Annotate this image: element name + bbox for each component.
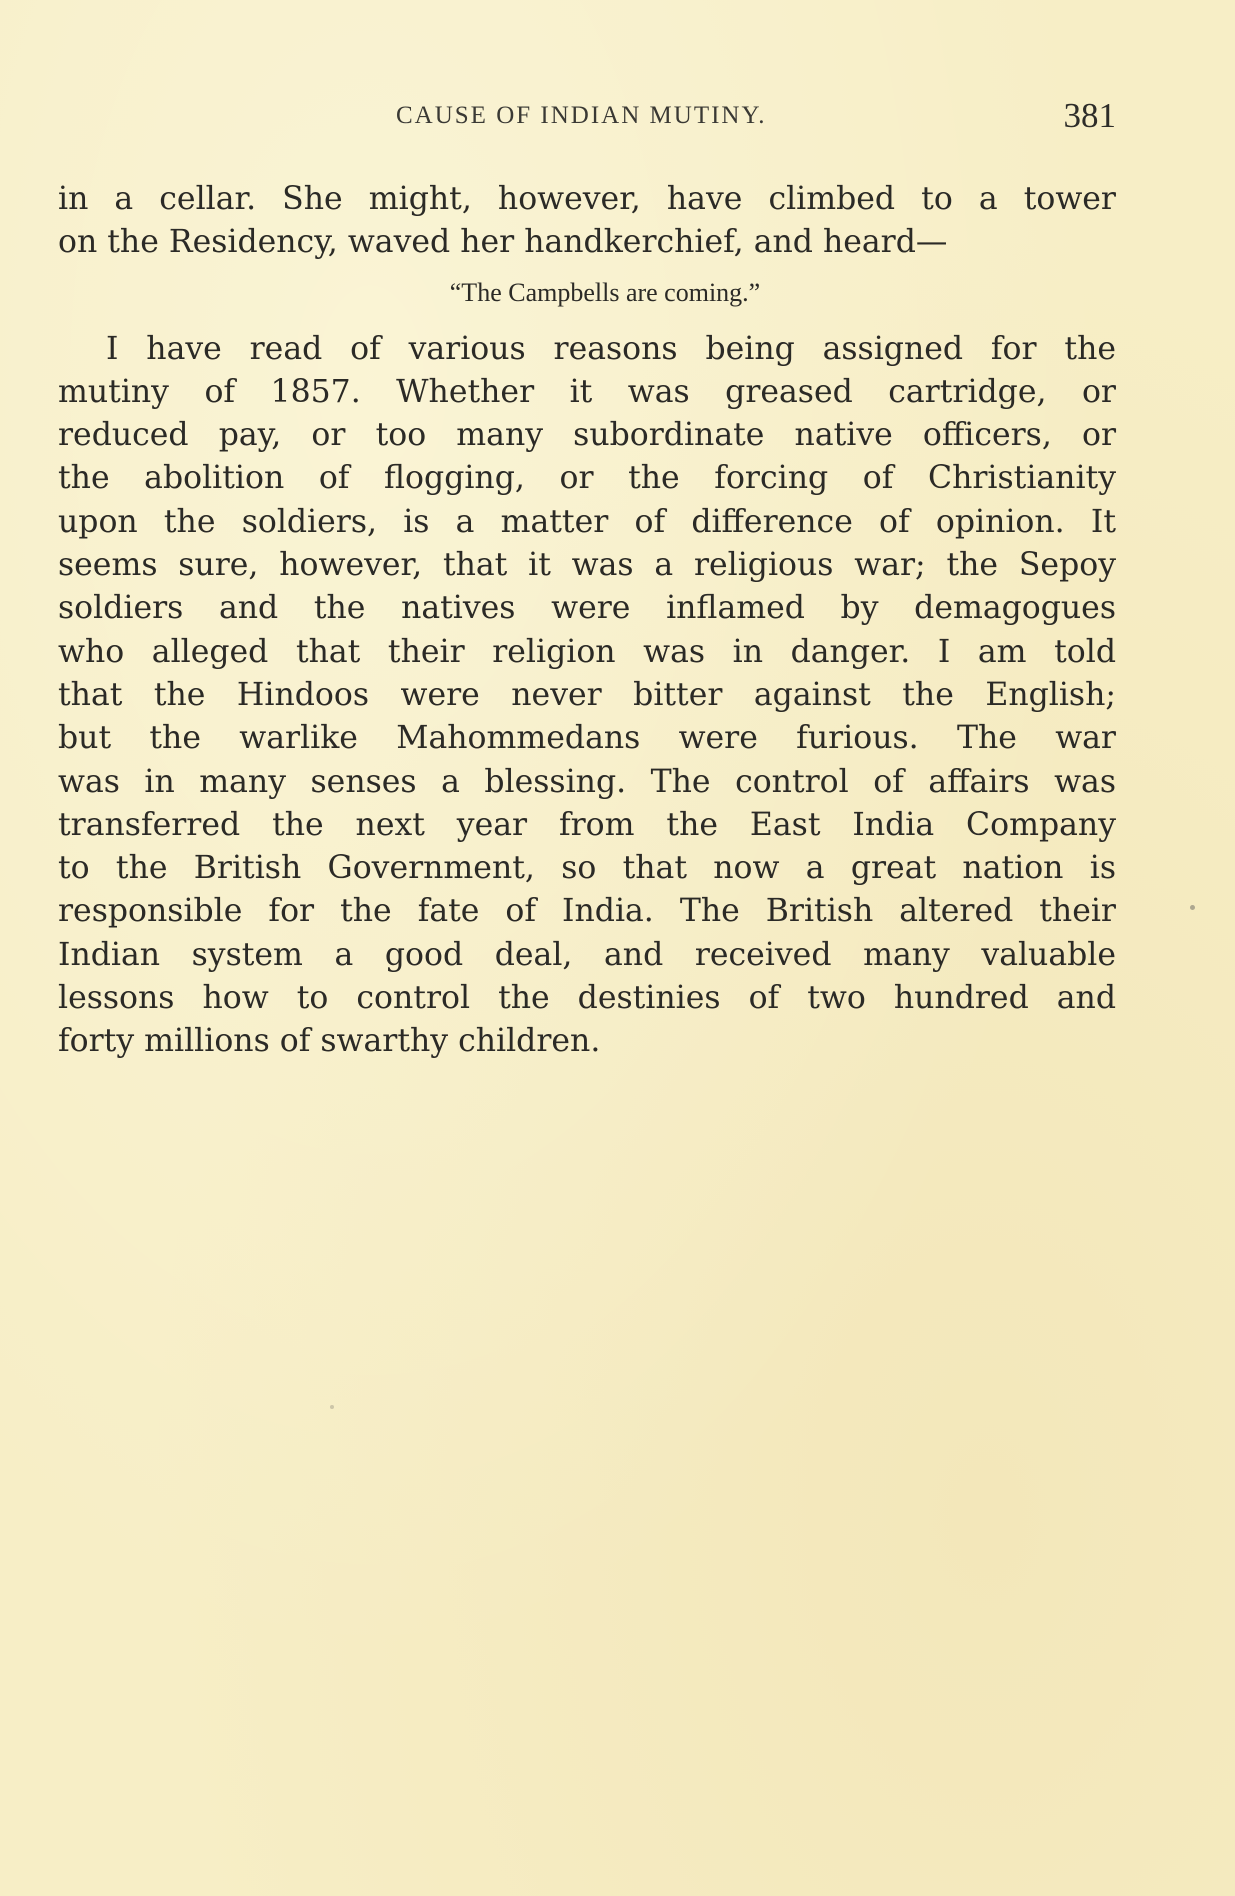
text-line: reduced pay, or too many subordinate native officers, or (58, 417, 1116, 454)
paragraph-2 (58, 328, 1116, 1064)
text-line: mutiny of 1857. Whether it was greased cartridge, or (58, 373, 1116, 410)
text-line: but the warlike Mahommedans were furious. The war (58, 720, 1116, 757)
paper-speck (1190, 905, 1195, 910)
text-line: upon the soldiers, is a matter of difference of opinion. It (58, 503, 1116, 540)
song-quote: “The Campbells are coming.” (449, 277, 761, 307)
text-line: to the British Government, so that now a great nation is (58, 850, 1116, 887)
paper-speck (330, 1405, 334, 1409)
text-line: the abolition of flogging, or the forcing of Christianity (58, 460, 1116, 497)
text-line: that the Hindoos were never bitter against the English; (58, 676, 1116, 713)
text-line: forty millions of swarthy children. (58, 1023, 601, 1060)
text-line: Indian system a good deal, and received many valuable (58, 936, 1116, 973)
page-number: 381 (1063, 96, 1116, 135)
text-line: responsible for the fate of India. The British altered their (58, 893, 1116, 930)
text-line: on the Residency, waved her handkerchief, and heard— (58, 224, 948, 261)
body-text (58, 178, 1116, 1064)
text-line: soldiers and the natives were inflamed by demagogues (58, 590, 1116, 627)
text-line: who alleged that their religion was in danger. I am told (58, 633, 1116, 670)
text-line: seems sure, however, that it was a religious war; the Sepoy (58, 547, 1116, 584)
paragraph-1 (58, 178, 1116, 265)
text-line: was in many senses a blessing. The control of affairs was (58, 763, 1116, 800)
text-line: lessons how to control the destinies of two hundred and (58, 980, 1116, 1017)
text-line: I have read of various reasons being assigned for the (106, 330, 1116, 367)
text-line: in a cellar. She might, however, have climbed to a tower (58, 181, 1116, 217)
running-head (58, 96, 1116, 136)
running-title: CAUSE OF INDIAN MUTINY. (396, 102, 767, 129)
text-line: transferred the next year from the East India Company (58, 806, 1116, 843)
